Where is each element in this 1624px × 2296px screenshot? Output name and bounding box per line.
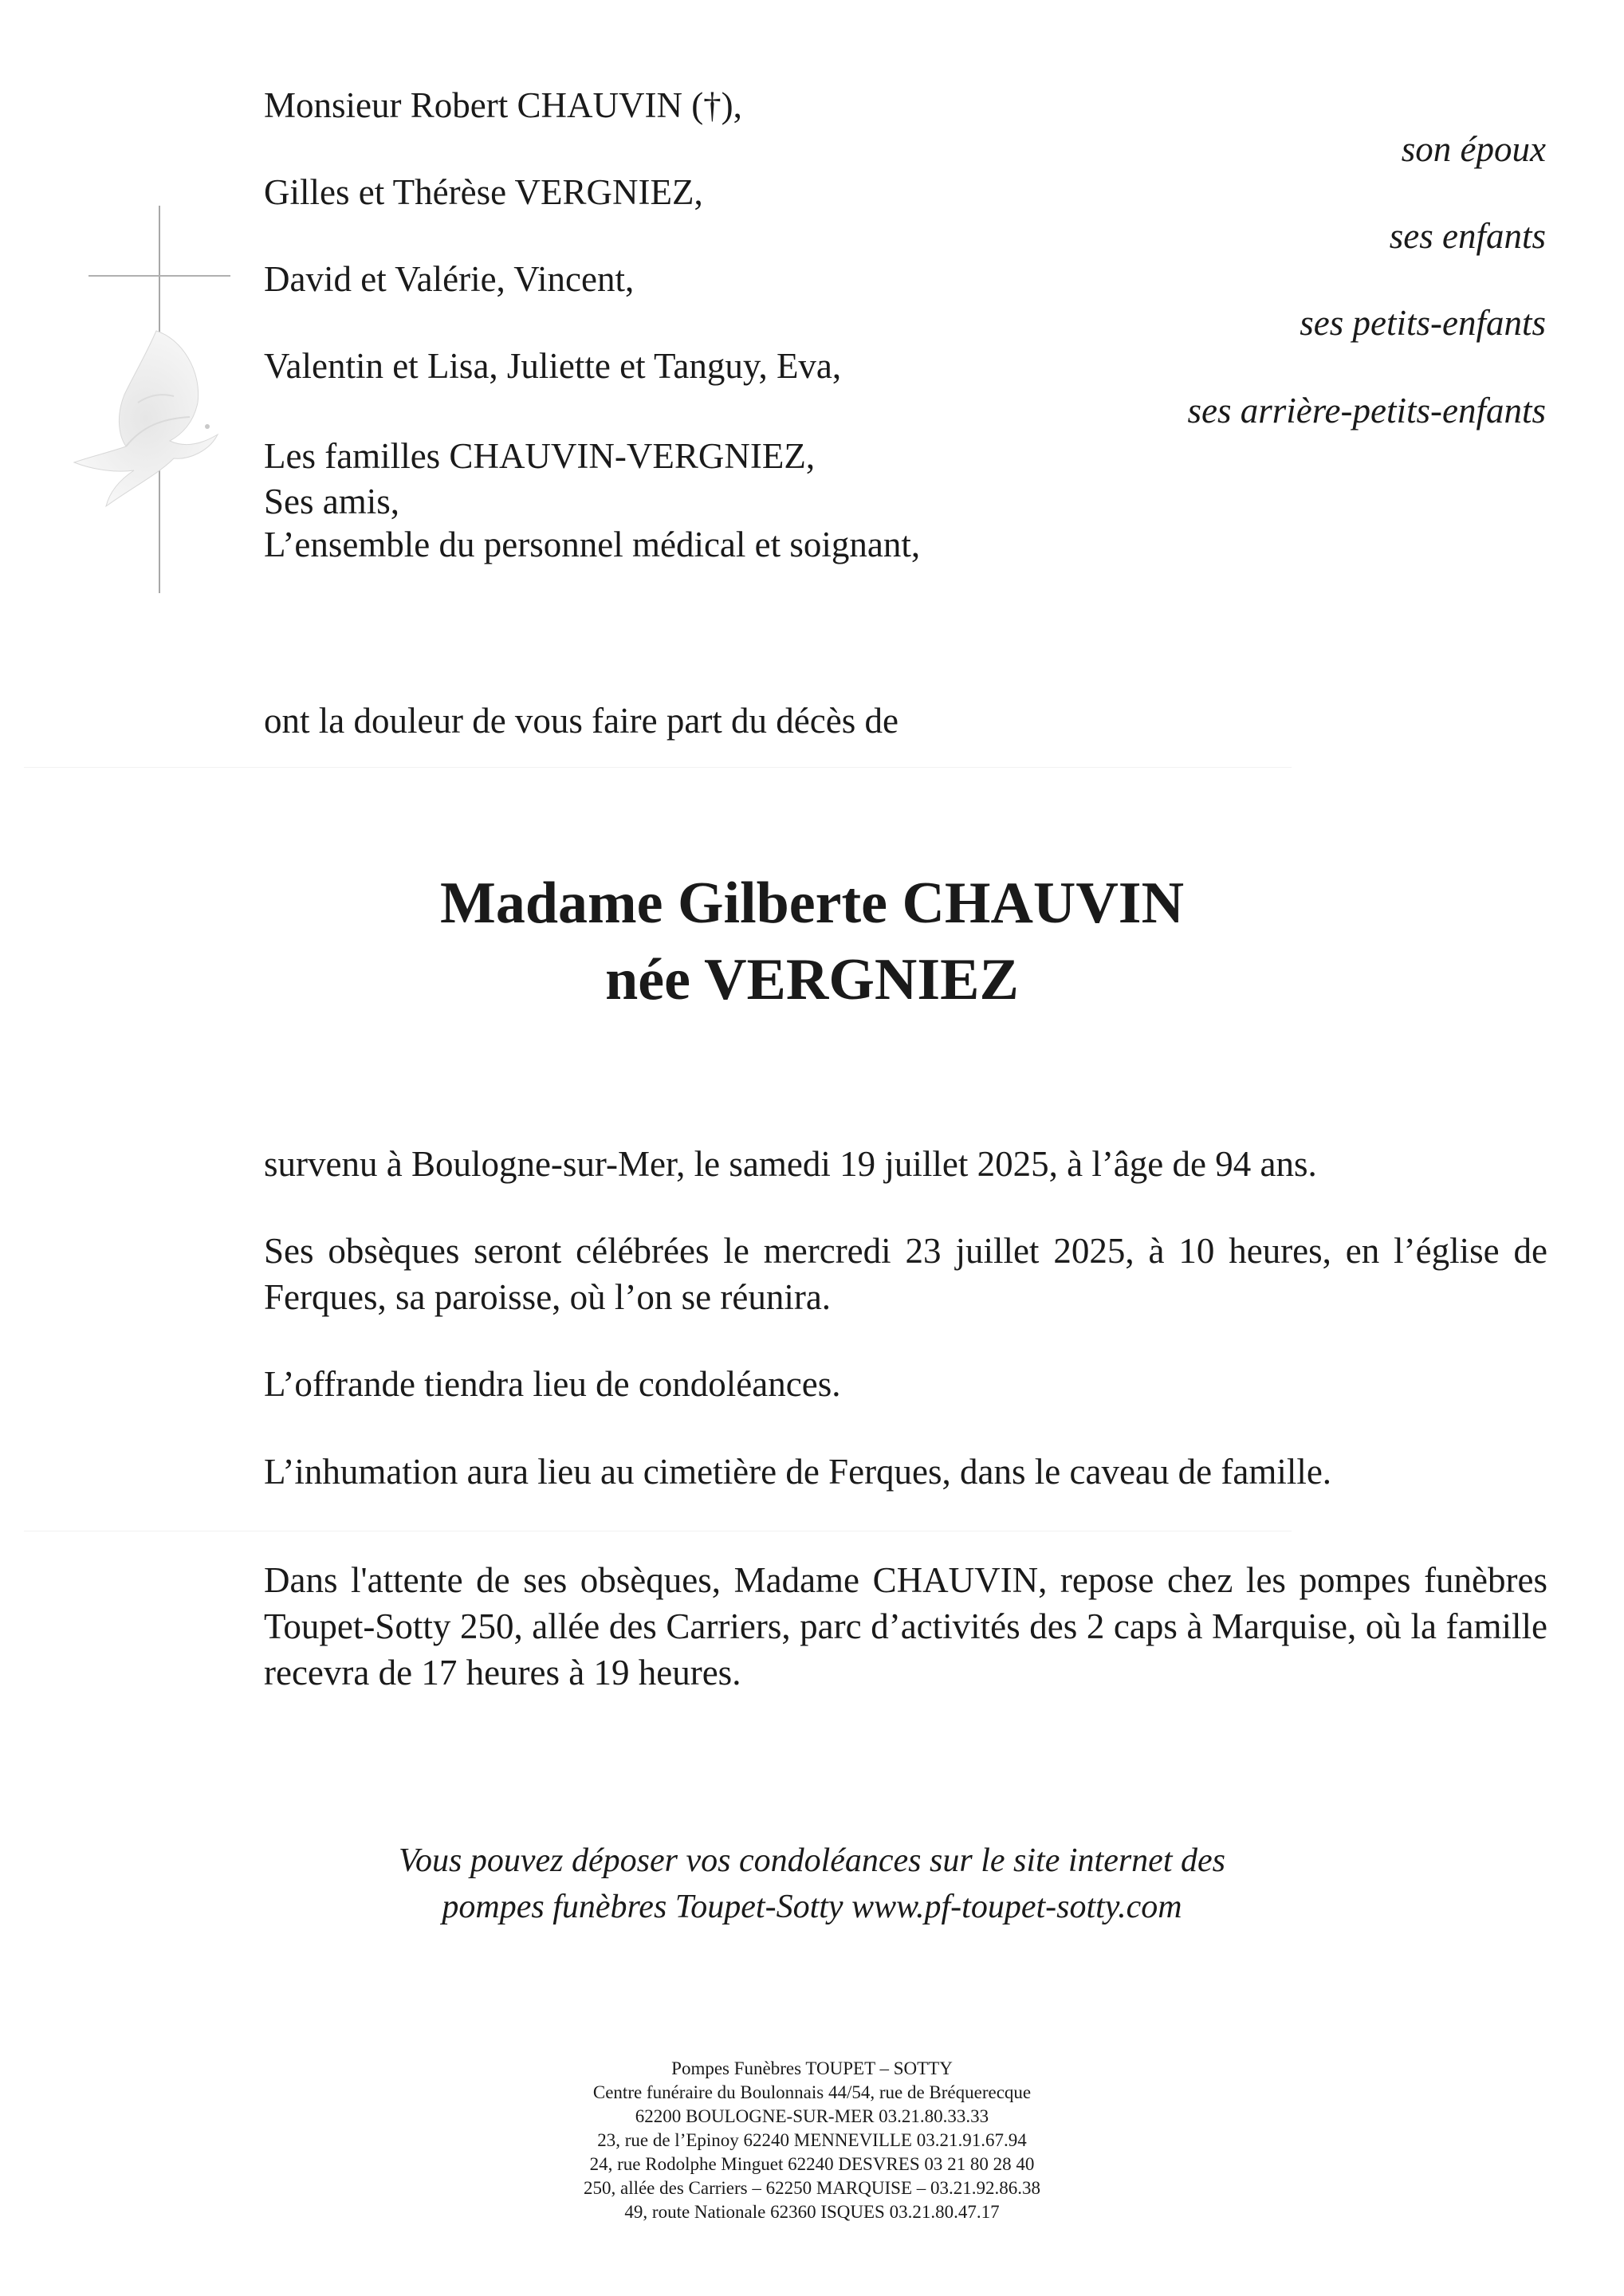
offering-note: L’offrande tiendra lieu de condoléances. xyxy=(264,1364,841,1404)
relation-label: ses arrière-petits-enfants xyxy=(1187,391,1546,431)
condolences-note xyxy=(0,1838,1624,1930)
relation-label: ses petits-enfants xyxy=(1300,303,1546,343)
footer-line: Pompes Funèbres TOUPET – SOTTY xyxy=(671,2058,953,2078)
relation-label: son époux xyxy=(1401,129,1546,169)
funeral-details: Ses obsèques seront célébrées le mercredi 23 juillet 2025, à 10 heures, en l’église de Ferques, sa paroisse, où l’on se réunira. xyxy=(264,1231,1547,1317)
condolences-line: pompes funèbres Toupet-Sotty www.pf-toupet-sotty.com xyxy=(442,1889,1182,1925)
footer-line: 23, rue de l’Epinoy 62240 MENNEVILLE 03.21.91.67.94 xyxy=(597,2130,1027,2150)
footer-line: 62200 BOULOGNE-SUR-MER 03.21.80.33.33 xyxy=(635,2106,989,2126)
footer-line: Centre funéraire du Boulonnais 44/54, rue de Bréquerecque xyxy=(592,2082,1032,2102)
funeral-home-footer xyxy=(0,2057,1624,2224)
divider xyxy=(24,767,1292,768)
dove-icon xyxy=(62,315,246,514)
cross-icon-arm xyxy=(88,275,230,277)
announcement: ont la douleur de vous faire part du décès de xyxy=(264,701,899,741)
family-line: Ses amis, xyxy=(264,482,400,521)
family-line: Valentin et Lisa, Juliette et Tanguy, Eva, xyxy=(264,346,842,386)
relation-label: ses enfants xyxy=(1389,216,1546,256)
footer-line: 250, allée des Carriers – 62250 MARQUISE – 03.21.92.86.38 xyxy=(583,2178,1040,2198)
deceased-name: Madame Gilberte CHAUVIN xyxy=(439,871,1185,936)
deceased-birth-name: née VERGNIEZ xyxy=(605,947,1019,1012)
viewing-details: Dans l'attente de ses obsèques, Madame CHAUVIN, repose chez les pompes funèbres Toupet-Sotty 250, allée des Carriers, parc d’activités des 2 caps à Marquise, où la famille recevra de 17 heures à 19 heures. xyxy=(264,1560,1547,1693)
burial-details: L’inhumation aura lieu au cimetière de Ferques, dans le caveau de famille. xyxy=(264,1452,1332,1492)
footer-line: 49, route Nationale 62360 ISQUES 03.21.80.47.17 xyxy=(624,2202,1000,2222)
deceased-name-block xyxy=(0,865,1624,1018)
family-line: Gilles et Thérèse VERGNIEZ, xyxy=(264,172,703,212)
family-line: Monsieur Robert CHAUVIN (†), xyxy=(264,85,742,125)
family-line: Les familles CHAUVIN-VERGNIEZ, xyxy=(264,436,816,476)
footer-line: 24, rue Rodolphe Minguet 62240 DESVRES 03 21 80 28 40 xyxy=(589,2154,1035,2174)
condolences-line: Vous pouvez déposer vos condoléances sur le site internet des xyxy=(399,1842,1225,1879)
death-details: survenu à Boulogne-sur-Mer, le samedi 19 juillet 2025, à l’âge de 94 ans. xyxy=(264,1144,1317,1184)
family-line: L’ensemble du personnel médical et soignant, xyxy=(264,525,921,564)
family-line: David et Valérie, Vincent, xyxy=(264,259,635,299)
